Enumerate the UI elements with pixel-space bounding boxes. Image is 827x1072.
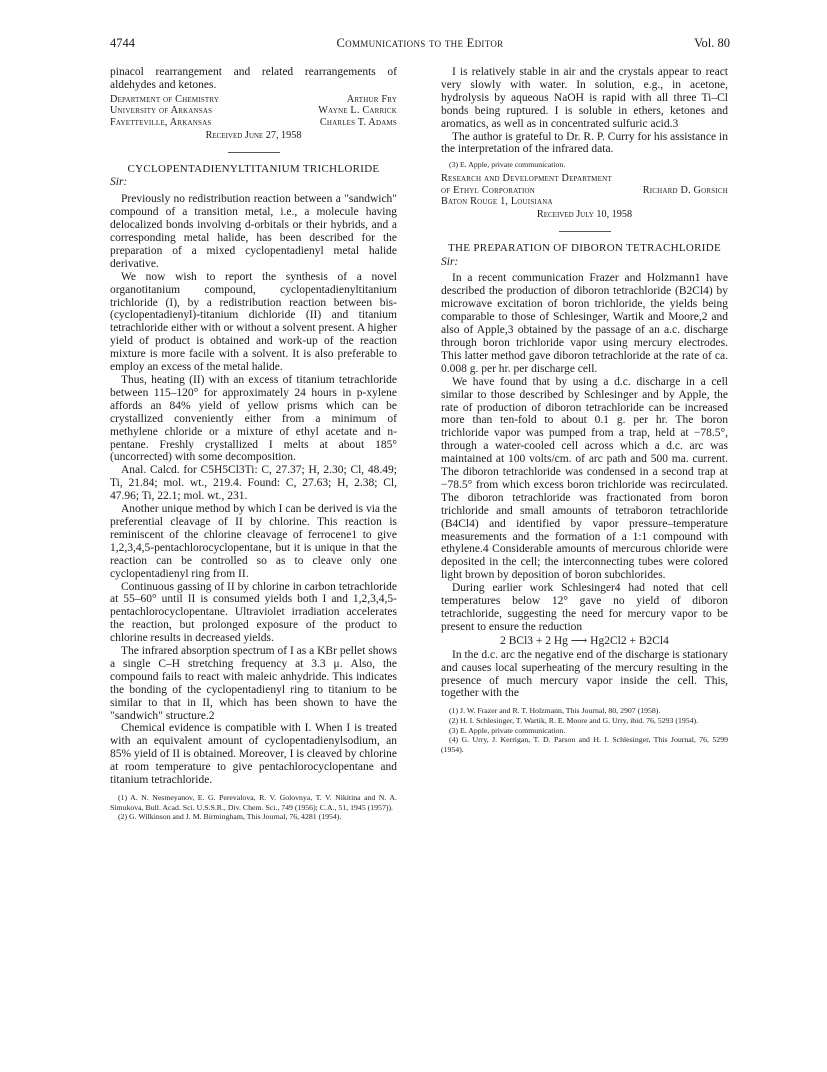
footnotes (441, 160, 728, 170)
article-title: THE PREPARATION OF DIBORON TETRACHLORIDE (448, 241, 721, 254)
analysis-paragraph: Anal. Calcd. for C5H5Cl3Ti: C, 27.37; H, 2.30; Cl, 48.49; Ti, 21.84; mol. wt., 219.4. Found: C, 27.63; H, 2.38; Cl, 47.96; Ti, 22.1; mol. wt., 231. (110, 464, 397, 503)
author-name: Arthur Fry (346, 93, 397, 105)
continued-paragraph: pinacol rearrangement and related rearrangements of aldehydes and ketones. (110, 66, 397, 91)
chemical-equation: 2 BCl3 + 2 Hg ⟶ Hg2Cl2 + B2Cl4 (500, 634, 669, 647)
paragraph: We now wish to report the synthesis of a novel organotitanium compound, cyclopentadienyltitanium trichloride (I), by a redistribution reaction between bis-(cyclopentadienyl)-titanium dichloride (II) and titanium tetrachloride either with or without a solvent present. A higher yield of product is obtained and work-up of the reaction mixture is more facile with a solvent. It is also preferable to employ an excess of the metal halide. (110, 270, 397, 374)
page-number: 4744 (110, 36, 135, 50)
affiliation-block (441, 173, 728, 222)
paragraph: In a recent communication Frazer and Holzmann1 have described the production of diboron tetrachloride (B2Cl4) by microwave excitation of boron trichloride, the yields being comparable to those of Schlesinger, Wartik and Moore,2 and also of Apple,3 obtained by the passage of an a.c. discharge through boron trichloride vapor using mercury electrodes. This latter method gave diboron tetrachloride at the rate of ca. 0.008 g. per hr. per discharge cell. (441, 272, 728, 375)
footnote: (1) A. N. Nesmeyanov, E. G. Perevalova, R. V. Golovnya, T. V. Nikitina and N. A. Simukova, Bull. Acad. Sci. U.S.S.R., Div. Chem. Sci., 749 (1956); C.A., 51, 1945 (1957)). (110, 793, 397, 812)
footnotes (441, 706, 728, 754)
footnotes (110, 793, 397, 822)
affiliation-university: University of Arkansas (110, 105, 213, 117)
paragraph: Chemical evidence is compatible with I. When I is treated with an equivalent amount of cyclopentadienylsodium, an 85% yield of II is obtained. Moreover, I is cleaved by chlorine at room temperature to give pentachlorocyclopentane and titanium tetrachloride. (110, 722, 397, 787)
received-date: Received June 27, 1958 (205, 129, 302, 141)
affiliation-city: Baton Rouge 1, Louisiana (441, 196, 553, 208)
left-column (110, 66, 397, 822)
right-column (441, 66, 728, 754)
volume-label: Vol. 80 (694, 36, 730, 50)
paragraph: Another unique method by which I can be derived is via the preferential cleavage of II by chlorine. This reaction is reminiscent of the chlorine cleavage of ferrocene1 to give 1,2,3,4,5-pentachlorocyclopentane, but it is unique in that the reaction can be controlled so as to cleave only one cyclopentadienyl ring from II. (110, 503, 397, 580)
footnote: (2) G. Wilkinson and J. M. Birmingham, This Journal, 76, 4281 (1954). (118, 812, 342, 822)
paragraph: Thus, heating (II) with an excess of titanium tetrachloride between 115–120° for approximately 24 hours in p-xylene affords an 84% yield of yellow prisms which can be crystallized conveniently either from a minimum of methylene chloride or a mixture of ethyl acetate and n-pentane. Freshly crystallized I melts at about 185° (uncorrected) with some decomposition. (110, 374, 397, 464)
author-name: Richard D. Gorsich (642, 184, 728, 196)
paragraph: The infrared absorption spectrum of I as a KBr pellet shows a single C–H stretching frequency at 3.3 μ. Also, the compound fails to react with maleic anhydride. This indicates the bonding of the cyclopentadienyl ring to titanium to be similar to that in II, which has been shown to have the "sandwich" structure.2 (110, 645, 397, 722)
footnote: (1) J. W. Frazer and R. T. Holzmann, This Journal, 80, 2907 (1958). (449, 706, 661, 716)
received-date: Received July 10, 1958 (536, 208, 633, 220)
footnote: (3) E. Apple, private communication. (449, 160, 566, 170)
affiliation-dept: Research and Development Department (441, 172, 612, 184)
affiliation-dept: Department of Chemistry (110, 93, 220, 105)
paragraph: During earlier work Schlesinger4 had noted that cell temperatures below 12° gave no yield of diboron tetrachloride, suggesting the need for mercury vapor to be present to ensure the reduction (441, 582, 728, 633)
paragraph: In the d.c. arc the negative end of the discharge is stationary and causes local superheating of the mercury resulting in the presence of much mercury vapor inside the cell. This, together with the (441, 648, 729, 700)
section-divider (228, 152, 280, 153)
section-divider (559, 231, 611, 232)
affiliation-block (110, 94, 397, 143)
affiliation-corp: of Ethyl Corporation (441, 184, 536, 196)
paragraph: Continuous gassing of II by chlorine in carbon tetrachloride at 55–60° until II is consumed yields both I and 1,2,3,4,5-pentachlorocyclopentane. Ultraviolet irradiation accelerates the reaction, but prolonged exposure of the product to chlorine results in decreased yields. (110, 580, 397, 645)
footnote: (2) H. I. Schlesinger, T. Wartik, R. E. Moore and G. Urry, ibid. 76, 5293 (1954). (449, 715, 699, 725)
paragraph: Previously no redistribution reaction between a "sandwich" compound of a transition metal, i.e., a molecule having delocalized bonds involving d-orbitals or their hybrids, and a corresponding metal halide, has been described for the preparation of a mixed cyclopentadienyl metal halide derivative. (110, 193, 397, 270)
paragraph: I is relatively stable in air and the crystals appear to react very slowly with water. In solution, e.g., in acetone, hydrolysis by aqueous NaOH is rapid with all three Ti–Cl bonds being ruptured. I is soluble in ethers, ketones and aromatics, as well as in concentrated sulfuric acid.3 (441, 66, 728, 130)
affiliation-city: Fayetteville, Arkansas (110, 117, 212, 128)
author-name: Charles T. Adams (319, 117, 397, 128)
author-name: Wayne L. Carrick (318, 105, 397, 117)
footnote: (4) G. Urry, J. Kerrigan, T. D. Parson and H. I. Schlesinger, This Journal, 76, 5299 (1954). (441, 735, 728, 754)
page-header (110, 36, 730, 52)
acknowledgment: The author is grateful to Dr. R. P. Curry for his assistance in the interpretation of the infrared data. (441, 130, 728, 156)
salutation: Sir: (441, 255, 459, 268)
footnote: (3) E. Apple, private communication. (449, 725, 566, 735)
article-title: CYCLOPENTADIENYLTITANIUM TRICHLORIDE (127, 162, 380, 175)
paragraph: We have found that by using a d.c. discharge in a cell similar to those described by Schlesinger and by Apple, the rate of production of diboron tetrachloride can be increased more than ten-fold to about 0.1 g. per hr. The boron trichloride vapor was pumped from a trap, held at −78.5°, through a water-cooled cell across which a d.c. arc was maintained at 100 volts/cm. of arc path and 500 ma. current. The diboron tetrachloride was condensed in a second trap at −78.5° from which excess boron trichloride was recirculated. The diboron tetrachloride was fractionated from boron trichloride and small amounts of tetraboron tetrachloride (B4Cl4) and identified by vapor pressure–temperature measurements and the formation of a 1:1 compound with ethylene.4 Considerable amounts of mercurous chloride were deposited in the cell; the interconnecting tubes were colored light brown by deposition of boron subchlorides. (441, 375, 728, 582)
running-title: Communications to the Editor (336, 36, 504, 50)
salutation: Sir: (110, 176, 128, 189)
